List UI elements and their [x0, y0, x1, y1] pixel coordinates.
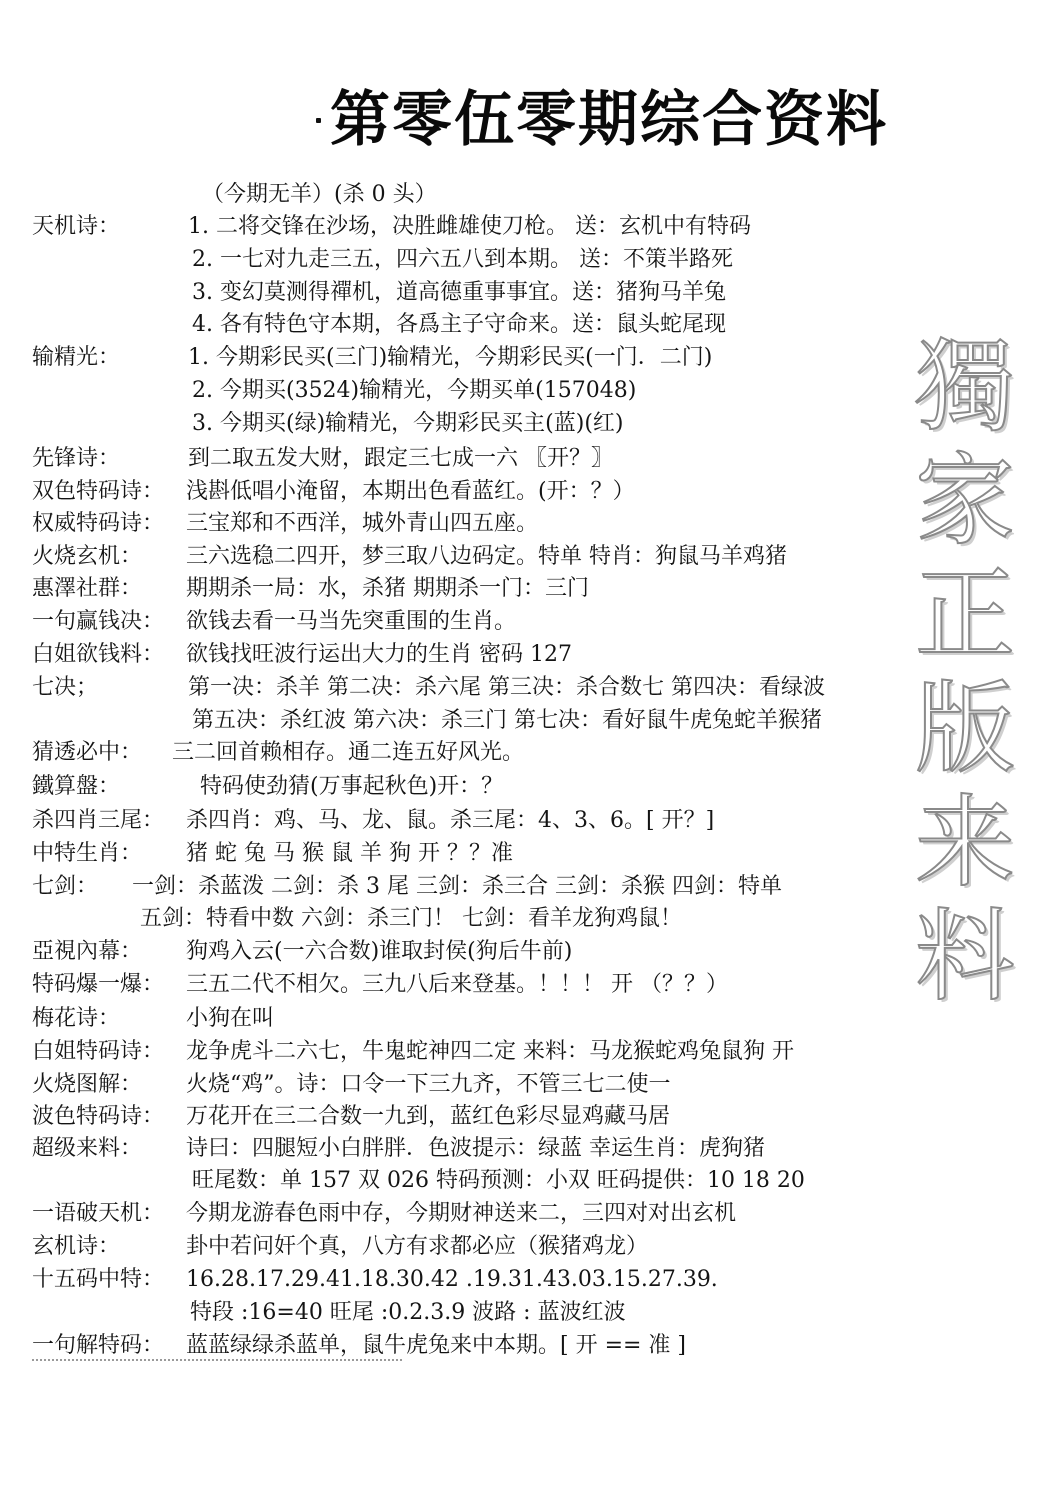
- line-text: 欲钱去看一马当先突重围的生肖。: [186, 609, 517, 634]
- line-text: 龙争虎斗二六七，牛鬼蛇神四二定 来料：马龙猴蛇鸡兔鼠狗 开: [186, 1039, 794, 1064]
- line-label: 梅花诗：: [32, 1006, 121, 1031]
- line-text: 16.28.17.29.41.18.30.42 .19.31.43.03.15.27.39.: [186, 1267, 718, 1292]
- watermark-char: 正: [915, 556, 1015, 673]
- line-text: 一剑：杀蓝泼 二剑：杀 3 尾 三剑：杀三合 三剑：杀猴 四剑：特单: [132, 874, 782, 899]
- line-label: 波色特码诗：: [32, 1104, 165, 1129]
- watermark-char: 版: [915, 670, 1015, 787]
- line-text: 特码使劲猜(万事起秋色)开：？: [200, 774, 504, 799]
- line-text: 五剑：特看中数 六剑：杀三门！ 七剑：看羊龙狗鸡鼠！: [140, 906, 682, 931]
- line-label: 权威特码诗：: [32, 511, 165, 536]
- line-label: 中特生肖：: [32, 841, 143, 866]
- page-title: 第零伍零期综合资料: [330, 85, 888, 155]
- line-text: 诗曰：四腿短小白胖胖．色波提示：绿蓝 幸运生肖：虎狗猪: [186, 1136, 765, 1161]
- line-label: 七剑：: [32, 874, 99, 899]
- line-label: 天机诗：: [32, 214, 121, 239]
- line-text: 1. 二将交锋在沙场，决胜雌雄使刀枪。 送：玄机中有特码: [188, 214, 751, 239]
- line-label: 特码爆一爆：: [32, 972, 165, 997]
- line-label: 玄机诗：: [32, 1234, 121, 1259]
- line-text: 第一决：杀羊 第二决：杀六尾 第三决：杀合数七 第四决：看绿波: [188, 675, 825, 700]
- title-mark: [316, 118, 321, 123]
- watermark-char: 獨: [915, 328, 1015, 445]
- watermark-char: 家: [915, 442, 1015, 559]
- line-label: 先锋诗：: [32, 446, 121, 471]
- line-text: 三宝郑和不西洋，城外青山四五座。: [186, 511, 539, 536]
- line-label: 一句解特码：: [32, 1333, 165, 1358]
- line-label: 一语破天机：: [32, 1201, 165, 1226]
- line-text: 旺尾数：单 157 双 026 特码预测：小双 旺码提供：10 18 20: [192, 1168, 805, 1193]
- line-label: 白姐特码诗：: [32, 1039, 165, 1064]
- line-text: 三五二代不相欠。三九八后来登基。！！！ 开 （？？）: [186, 972, 728, 997]
- line-label: 超级来料：: [32, 1136, 143, 1161]
- line-text: 1. 今期彩民买(三门)输精光，今期彩民买(一门．二门): [188, 345, 713, 370]
- line-text: （今期无羊）(杀 0 头）: [202, 182, 437, 207]
- line-label: 白姐欲钱料：: [32, 642, 165, 667]
- line-label: 输精光：: [32, 345, 121, 370]
- line-label: 亞視內幕：: [32, 939, 143, 964]
- line-label: 惠澤社群：: [32, 576, 143, 601]
- line-label: 鐵算盤：: [32, 774, 121, 799]
- line-label: 杀四肖三尾：: [32, 808, 165, 833]
- line-text: 猪 蛇 兔 马 猴 鼠 羊 狗 开 ？？准: [186, 841, 513, 866]
- line-text: 第五决：杀红波 第六决：杀三门 第七决：看好鼠牛虎兔蛇羊猴猪: [192, 708, 822, 733]
- scan-artifact: [32, 1359, 402, 1364]
- line-text: 蓝蓝绿绿杀蓝单，鼠牛虎兔来中本期。[ 开 == 准 ]: [186, 1333, 687, 1358]
- watermark-char: 料: [915, 898, 1015, 1015]
- line-text: 到二取五发大财，跟定三七成一六 〖开？〗: [188, 446, 613, 471]
- line-label: 火烧图解：: [32, 1072, 143, 1097]
- watermark-stamp: [900, 330, 1030, 1014]
- line-text: 今期龙游春色雨中存，今期财神送来二，三四对对出玄机: [186, 1201, 737, 1226]
- line-text: 特段 :16=40 旺尾 :0.2.3.9 波路 : 蓝波红波: [190, 1300, 626, 1325]
- line-text: 2. 今期买(3524)输精光，今期买单(157048): [192, 378, 637, 403]
- line-label: 双色特码诗：: [32, 479, 165, 504]
- line-text: 卦中若问奸个真，八方有求都必应（猴猪鸡龙）: [186, 1234, 649, 1259]
- line-text: 三六选稳二四开，梦三取八边码定。特单 特肖：狗鼠马羊鸡猪: [186, 544, 787, 569]
- line-text: 欲钱找旺波行运出大力的生肖 密码 127: [186, 642, 572, 667]
- line-label: 七决；: [32, 675, 99, 700]
- watermark-char: 来: [915, 784, 1015, 901]
- line-text: 小狗在叫: [186, 1006, 275, 1031]
- line-text: 3. 变幻莫测得禪机，道高德重事事宜。送：猪狗马羊兔: [192, 280, 726, 305]
- line-text: 浅斟低唱小淹留，本期出色看蓝红。(开：？）: [186, 479, 635, 504]
- line-text: 3. 今期买(绿)输精光，今期彩民买主(蓝)(红): [192, 411, 624, 436]
- line-text: 期期杀一局：水，杀猪 期期杀一门：三门: [186, 576, 589, 601]
- line-text: 4. 各有特色守本期，各爲主子守命来。送：鼠头蛇尾现: [192, 312, 726, 337]
- line-text: 三二回首赖相存。通二连五好风光。: [172, 740, 525, 765]
- line-label: 十五码中特：: [32, 1267, 165, 1292]
- line-text: 杀四肖：鸡、马、龙、鼠。杀三尾：4、3、6。[ 开？]: [186, 808, 715, 833]
- line-text: 火烧“鸡”。诗：口令一下三九齐，不管三七二使一: [186, 1072, 671, 1097]
- line-label: 火烧玄机：: [32, 544, 143, 569]
- line-label: 猜透必中：: [32, 740, 143, 765]
- line-text: 万花开在三二合数一九到，蓝红色彩尽显鸡藏马居: [186, 1104, 671, 1129]
- line-text: 2. 一七对九走三五，四六五八到本期。 送：不策半路死: [192, 247, 733, 272]
- line-label: 一句赢钱决：: [32, 609, 165, 634]
- line-text: 狗鸡入云(一六合数)谁取封侯(狗后牛前): [186, 939, 573, 964]
